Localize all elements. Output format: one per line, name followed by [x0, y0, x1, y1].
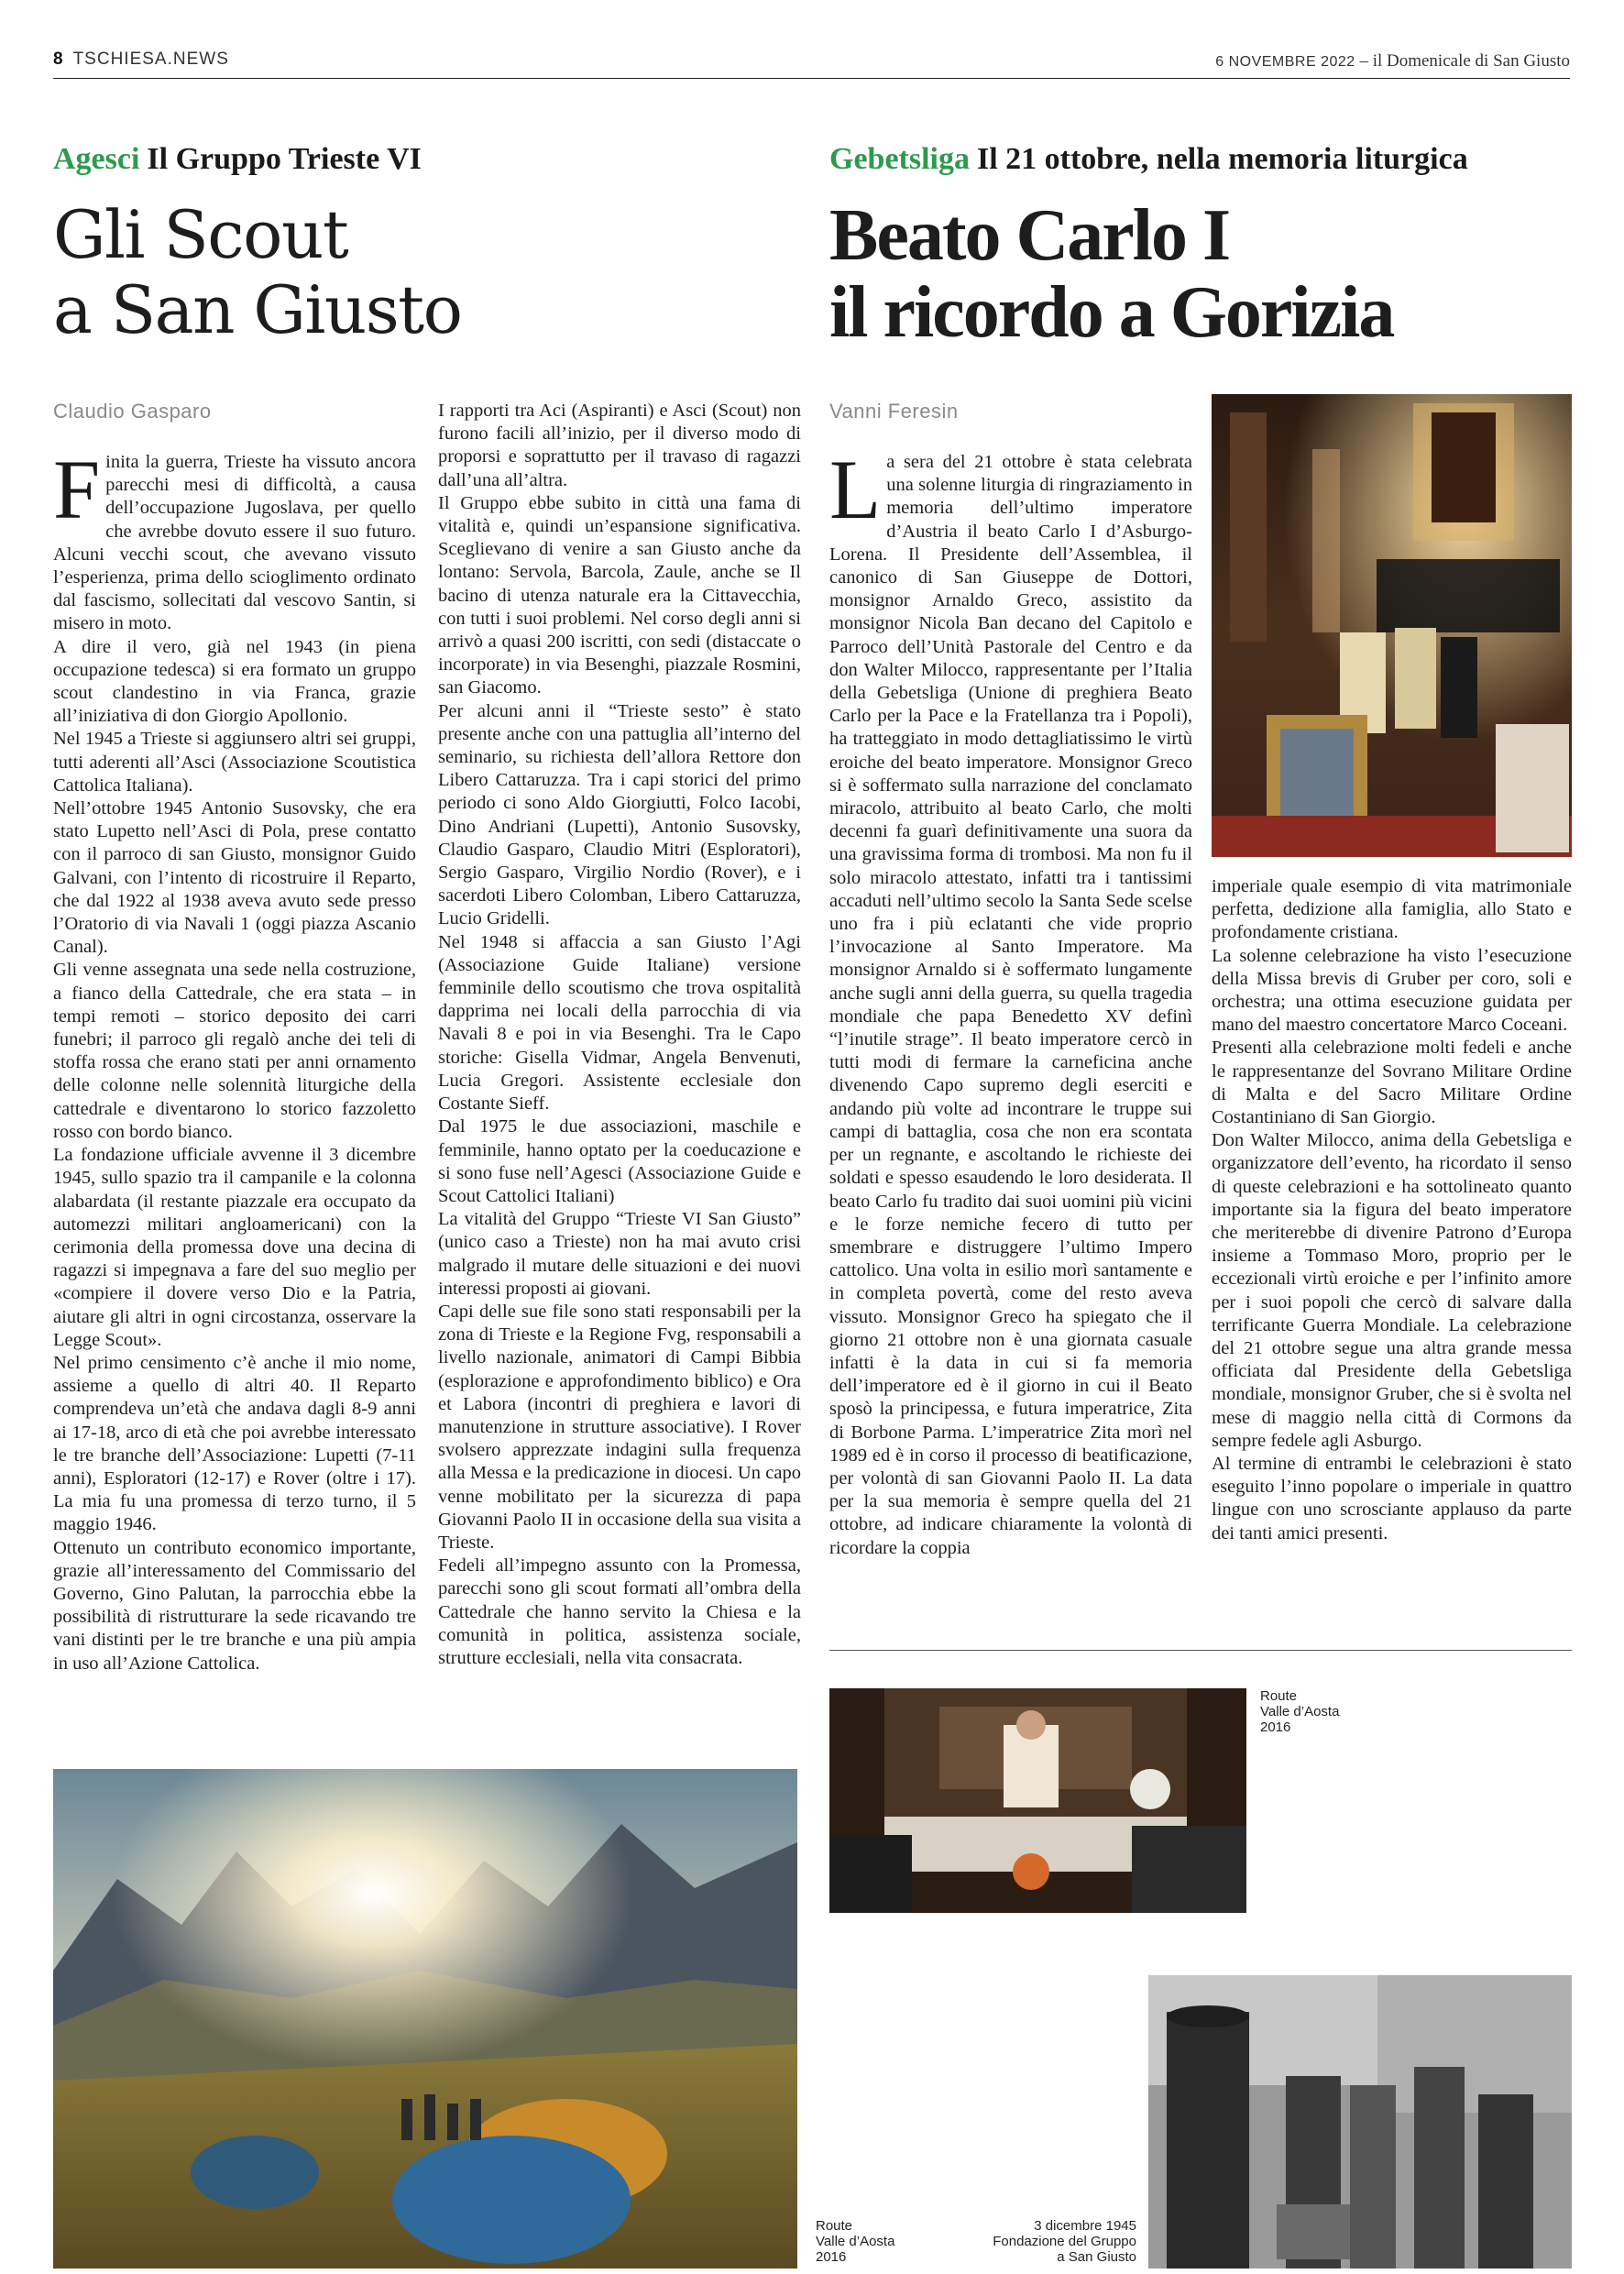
paragraph: La solenne celebrazione ha visto l’esecuzione della Missa brevis di Gruber per coro, soli e orchestra; una ottima esecuzione guidata per mano del maestro concertatore Marco Coceani. — [1212, 945, 1572, 1036]
paragraph: Gli venne assegnata una sede nella costruzione, a fianco della Cattedrale, che era stata – in tempi remoti – storico deposito dei carri funebri; il parroco gli regalò anche dei teli di stoffa rossa che erano stati per anni ornamento delle colonne nelle solennità liturgiche della cattedrale e diventarono lo storico fazzoletto rosso con bordo bianco. — [53, 960, 416, 1142]
right-kicker — [829, 142, 1468, 177]
mountain-photo-caption — [816, 2218, 894, 2265]
paragraph: Ottenuto un contributo economico importante, grazie all’interessamento del Commissario del Governo, Gino Palutan, la parrocchia ebbe la possibilità di ristrutturare la sede ricavando tre vani distinti per le tre branche e una più ampia in uso all’Azione Cattolica. — [53, 1537, 416, 1674]
right-column-1 — [829, 443, 1192, 1624]
paragraph: Capi delle sue file sono stati responsabili per la zona di Trieste e la Regione Fvg, responsabili a livello nazionale, animatori di Campi Bibbia (esplorazione e approfondimento biblico) e Ora et Labora (incontri di preghiera e lavori di manutenzione in strutture associative). I Rover svolsero apprezzate indagini sulla frequenza alla Messa e la predicazione in diocesi. Un capo venne mobilitato per la sicurezza di papa Giovanni Paolo II in occasione della sua visita a Trieste. — [438, 1301, 801, 1553]
left-title-line: Gli Scout — [53, 196, 348, 273]
paragraph: imperiale quale esempio di vita matrimoniale perfetta, dedizione alla famiglia, allo Stato e profondamente cristiana. — [1212, 876, 1572, 943]
header-right — [1215, 51, 1570, 71]
left-title-line: a San Giusto — [53, 271, 462, 348]
paragraph: La fondazione ufficiale avvenne il 3 dicembre 1945, sullo spazio tra il campanile e la colonna alabardata (il restante piazzale era occupato da automezzi militari angloamericani) con la cerimonia della promessa dove una decina di ragazzi si impegnava a fare del suo meglio per «compiere il dovere verso Dio e la Patria, aiutare gli altri in ogni circostanza, osservare la Legge Scout». — [53, 1145, 416, 1350]
paragraph: La sera del 21 ottobre è stata celebrata una solenne liturgia di ringraziamento in memoria dell’ultimo imperatore d’Austria il beato Carlo I d’Asburgo-Lorena. Il Presidente dell’Assemblea, il canonico di San Giuseppe de Dottori, monsignor Arnaldo Greco, assistito da monsignor Nicola Ban decano del Capitolo e Parroco dell’Unità Pastorale del Centro e da don Walter Milocco, rappresentante per l’Italia della Gebetsliga (Unione di preghiera Beato Carlo per la Pace e la Fratellanza tra i Popoli), ha tratteggiato in modo dettagliatissimo le virtù eroiche del beato imperatore. Monsignor Greco si è soffermato sulla narrazione del conclamato miracolo, attribuito al beato Carlo, che molti decenni fa guarì definitivamente una suora da una gravissima forma di trombosi. Ma non fu il solo miracolo attestato, infatti tra i tantissimi accaduti nell’ultimo secolo la Santa Sede scelse uno fra i più eclatanti che vide proprio l’invocazione al Santo Imperatore. Ma monsignor Arnaldo si è soffermato lungamente anche sugli anni della guerra, su quella tragedia mondiale che papa Benedetto XV definì “l’inutile strage”. Il beato imperatore cercò in tutti modi di fermare la carneficina anche divenendo Capo supremo degli eserciti e andando più volte ad incontrare le truppe sui campi di battaglia, cosa che non era scontata per un regnante, e ascoltando le richieste dei soldati e spesso esaudendo le loro desiderata. Il beato Carlo fu tradito dai suoi uomini più vicini e le forze nemiche fecero di tutto per smembrare e distruggere l’ultimo Impero cattolico. Una volta in esilio morì santamente e in completa povertà, come del resto aveva vissuto. Monsignor Greco ha spiegato che il giorno 21 ottobre non è una giornata casuale infatti è la data in cui si fa memoria dell’imperatore ed è il giorno in cui il Beato sposò la principessa, e futura imperatrice, Zita di Borbone Parma. L’imperatrice Zita morì nel 1989 ed è in corso il processo di beatificazione, per volontà di san Giovanni Paolo II. La data per la sua memoria è sempre quella del 21 ottobre, ad indicare chiaramente la volontà di ricordare la coppia — [829, 443, 1192, 1558]
paragraph: Nel 1945 a Trieste si aggiunsero altri sei gruppi, tutti aderenti all’Asci (Associazione Scoutistica Cattolica Italiana). — [53, 729, 416, 796]
page-header — [53, 48, 1570, 79]
caption-line: Route — [816, 2218, 853, 2234]
caption-line: Fondazione del Gruppo — [993, 2234, 1136, 2249]
paragraph: Il Gruppo ebbe subito in città una fama di vitalità e, quindi un’espansione significativa. Sceglievano di venire a san Giusto anche da lontano: Servola, Barcola, Zaule, anche se Il bacino di utenza naturale era la Cittavecchia, con tutti i suoi problemi. Nel corso degli anni si arrivò a quasi 200 iscritti, con sedi (distaccate o incorporate) in via Besenghi, piazzale Rosmini, san Giacomo. — [438, 492, 801, 698]
section-divider — [829, 1650, 1572, 1651]
caption-line: Valle d’Aosta — [1260, 1704, 1340, 1719]
paragraph: Fedeli all’impegno assunto con la Promessa, parecchi sono gli scout formati all’ombra della Cattedrale che hanno servito la Chiesa e la comunità in politica, assistenza sociale, strutture ecclesiali, nella vita consacrata. — [438, 1555, 801, 1668]
right-kicker-text: Il 21 ottobre, nella memoria liturgica — [976, 142, 1468, 176]
caption-line: 2016 — [1260, 1719, 1291, 1735]
caption-line: Route — [1260, 1688, 1298, 1704]
left-column-1 — [53, 443, 416, 1771]
altar-photo-caption — [1260, 1688, 1339, 1735]
altar-mass-photo — [829, 1688, 1246, 1913]
mountain-camp-photo — [53, 1769, 797, 2269]
paragraph: A dire il vero, già nel 1943 (in piena occupazione tedesca) si era formato un gruppo scout clandestino in via Franca, grazie all’iniziativa di don Giorgio Apollonio. — [53, 636, 416, 727]
left-column-2 — [438, 400, 801, 1747]
caption-line: a San Giusto — [1057, 2249, 1136, 2265]
paragraph: Per alcuni anni il “Trieste sesto” è stato presente anche con una pattuglia all’interno del seminario, su richiesta dell’allora Rettore don Libero Cattaruzza. Tra i capi storici del primo periodo ci sono Aldo Giorgiutti, Folco Iacobi, Dino Andriani (Lupetti), Antonio Susovsky, Claudio Gasparo, Claudio Mitri (Esploratori), Sergio Gasparo, Virgilio Nordio (Rover), e i sacerdoti Libero Colomban, Libero Cattaruzza, Lucio Gridelli. — [438, 700, 801, 929]
right-column-2 — [1212, 875, 1572, 1554]
header-left — [53, 49, 229, 70]
paragraph: Nel 1948 si affaccia a san Giusto l’Agi (Associazione Guide Italiane) versione femminile dello scoutismo che trova ospitalità dapprima nei locali della parrocchia di via Navali 8 e poi in via Besenghi. Tra le Capo storiche: Gisella Vidmar, Angela Benvenuti, Lucia Gregori. Assistente ecclesiale don Costante Sieff. — [438, 931, 801, 1115]
paragraph: Al termine di entrambi le celebrazioni è stato eseguito l’inno popolare o imperiale in quattro lingue con uno scrosciante applauso da parte dei tanti amici presenti. — [1212, 1454, 1572, 1543]
paragraph: La vitalità del Gruppo “Trieste VI San Giusto” (unico caso a Trieste) non ha mai avuto crisi malgrado il mutare delle situazioni e dei nuovi interessi proposti ai giovani. — [438, 1209, 801, 1299]
left-byline: Claudio Gasparo — [53, 400, 212, 423]
paragraph: Presenti alla celebrazione molti fedeli e anche le rappresentanze del Sovrano Militare Ordine di Malta e del Sacro Militare Ordine Costantiniano di San Giorgio. — [1212, 1038, 1572, 1128]
paragraph: Dal 1975 le due associazioni, maschile e femminile, hanno optato per la coeducazione e si sono fuse nell’Agesci (Associazione Guide e Scout Cattolici Italiani) — [438, 1116, 801, 1206]
left-tag: Agesci — [53, 142, 140, 176]
dropcap: F — [53, 443, 101, 536]
header-separator: – — [1355, 51, 1373, 71]
historic-photo-caption — [962, 2218, 1136, 2265]
right-title-line: Beato Carlo I — [829, 195, 1230, 276]
historic-promise-photo — [1148, 1975, 1572, 2269]
paragraph: Finita la guerra, Trieste ha vissuto ancora parecchi mesi di difficoltà, a causa dell’occupazione Jugoslava, per quello che avrebbe dovuto essere il suo futuro. Alcuni vecchi scout, che avevano vissuto l’esperienza, prima dello scioglimento ordinato dal fascismo, sollecitati dal vescovo Santin, si misero in moto. — [53, 443, 416, 634]
right-tag: Gebetsliga — [829, 142, 970, 176]
left-title — [53, 197, 461, 347]
left-kicker — [53, 142, 422, 177]
right-title-line: il ricordo a Gorizia — [829, 272, 1394, 353]
dropcap: L — [829, 443, 882, 536]
paragraph: I rapporti tra Aci (Aspiranti) e Asci (Scout) non furono facili all’inizio, per il diverso modo di proporsi e soprattutto per il travaso di ragazzi dall’una all’altra. — [438, 401, 801, 490]
page-number: 8 — [53, 49, 64, 69]
caption-line: 2016 — [816, 2249, 847, 2265]
caption-line: Valle d’Aosta — [816, 2234, 895, 2249]
left-kicker-text: Il Gruppo Trieste VI — [147, 142, 422, 176]
paragraph: Nel primo censimento c’è anche il mio nome, assieme a quello di altri 40. Il Reparto comprendeva un’età che andava dagli 8-9 anni ai 17-18, arco di età che poi avrebbe interessato le tre branche dell’Associazione: Lupetti (7-11 anni), Esploratori (12-17) e Rover (oltre i 17). La mia fu una promessa di terzo turno, il 5 maggio 1946. — [53, 1352, 416, 1535]
publication-name: il Domenicale di San Giusto — [1372, 51, 1570, 71]
site-name[interactable]: TSCHIESA.NEWS — [72, 49, 229, 69]
caption-line: 3 dicembre 1945 — [1034, 2218, 1136, 2234]
issue-date: 6 NOVEMBRE 2022 — [1215, 54, 1355, 70]
church-ceremony-photo — [1212, 394, 1572, 857]
right-byline: Vanni Feresin — [829, 400, 959, 423]
right-title — [829, 197, 1393, 351]
paragraph: Nell’ottobre 1945 Antonio Susovsky, che era stato Lupetto nell’Asci di Pola, prese contatto con il parroco di san Giusto, monsignor Guido Galvani, con l’intento di ricostruire il Reparto, che dal 1922 al 1938 aveva avuto sede presso l’Oratorio di via Navali 1 (oggi piazza Ascanio Canal). — [53, 798, 416, 958]
paragraph: Don Walter Milocco, anima della Gebetsliga e organizzatore dell’evento, ha ricordato il senso di queste celebrazioni e ha sottolineato quanto importante sia la figura del beato imperatore che meriterebbe di divenire Patrono d’Europa insieme a Tommaso Moro, proprio per le eccezionali virtù eroiche e per l’infinito amore per i suoi popoli che cercò di salvare dalla terrificante Guerra Mondiale. La celebrazione del 21 ottobre segue una altra grande messa officiata dal Presidente della Gebetsliga mondiale, monsignor Gruber, che si è svolta nel mese di maggio nella città di Cormons da sempre fedele agli Asburgo. — [1212, 1130, 1572, 1451]
